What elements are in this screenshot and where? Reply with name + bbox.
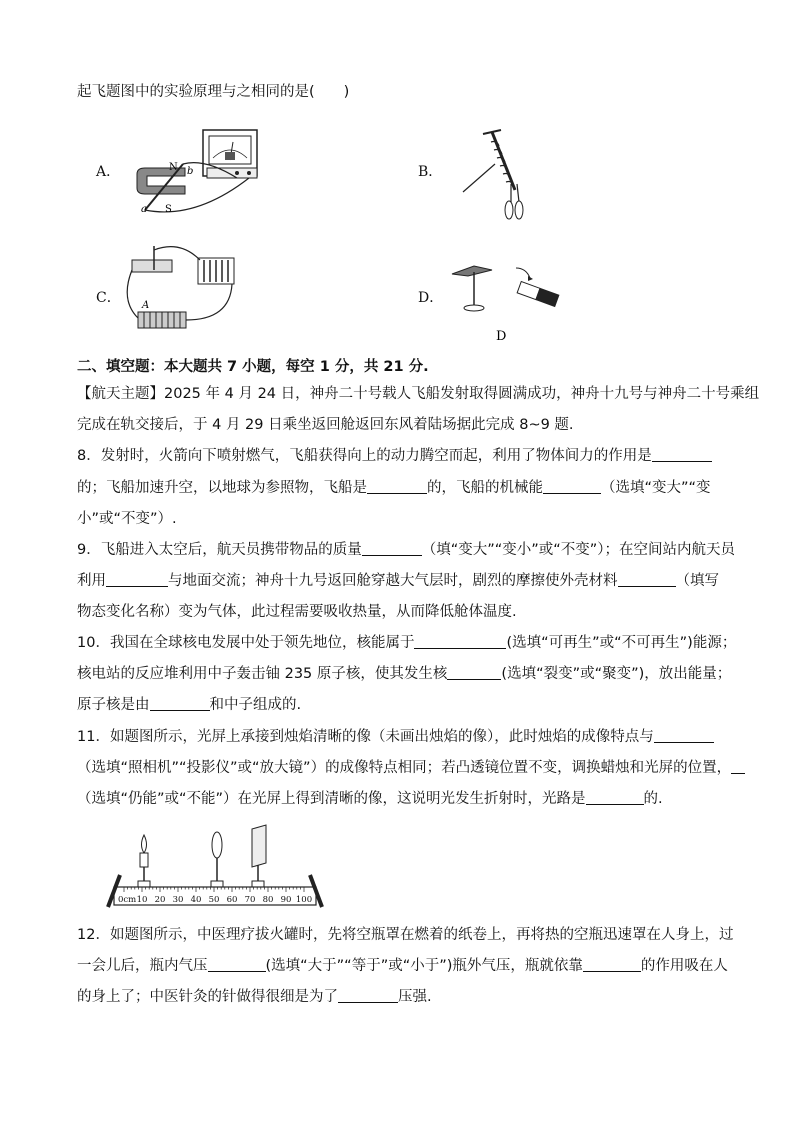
q8-blank-3[interactable] <box>543 479 601 494</box>
q11-blank-3[interactable] <box>586 790 644 805</box>
conductor-b-label: b <box>187 166 194 177</box>
q7-stem: 起飞题图中的实验原理与之相同的是( ) <box>77 84 350 100</box>
ruler-tick-label: 10 <box>136 895 148 905</box>
q9-blank-3[interactable] <box>618 572 676 587</box>
q10-line-3: 原子核是由 和中子组成的. <box>77 697 302 713</box>
ruler-tick-label: 60 <box>226 895 238 905</box>
option-b-label: B． <box>418 164 443 180</box>
q9-blank-1[interactable] <box>362 541 422 556</box>
option-a-label: A． <box>96 164 121 180</box>
q8-blank-2[interactable] <box>367 479 427 494</box>
ruler-tick-label: 50 <box>208 895 220 905</box>
ruler-tick-label: 70 <box>244 895 256 905</box>
option-b-figure <box>455 124 535 226</box>
ruler-tick-label: 40 <box>190 895 202 905</box>
q12-line-2: 一会儿后，瓶内气压 (选填“大于”“等于”或“小于”)瓶外气压，瓶就依靠 的作用吸在人 <box>77 958 728 974</box>
ruler-tick-label: 100 <box>295 895 313 905</box>
q8-line-1: 8．发射时，火箭向下喷射燃气，飞船获得向上的动力腾空而起，利用了物体间力的作用是 <box>77 446 712 466</box>
q9-line-3: 物态变化名称）变为气体，此过程需要吸收热量，从而降低舱体温度. <box>77 604 517 620</box>
q10-line-1: 10．我国在全球核电发展中处于领先地位，核能属于 (选填“可再生”或“不可再生”)能源； <box>77 635 737 651</box>
q8-line-2: 的；飞船加速升空，以地球为参照物，飞船是 的，飞船的机械能 （选填“变大”“变 <box>77 480 711 496</box>
optical-bench-figure <box>104 825 330 911</box>
magnet-s-label: S <box>165 204 172 215</box>
option-a-figure <box>125 124 265 216</box>
q11-blank-2[interactable] <box>731 759 745 774</box>
option-d-caption: D <box>496 329 507 344</box>
q10-line-2: 核电站的反应堆利用中子轰击铀 235 原子核，使其发生核 (选填“裂变”或“聚变”)，放出能量； <box>77 666 732 682</box>
q11-line-2: （选填“照相机”“投影仪”或“放大镜”）的成像特点相同；若凸透镜位置不变，调换蜡烛和光屏的位置， <box>77 758 745 778</box>
q12-line-3: 的身上了；中医针灸的针做得很细是为了 压强. <box>77 989 432 1005</box>
q9-line-1: 9．飞船进入太空后，航天员携带物品的质量 （填“变大”“变小”或“不变”）；在空间站内航天员 <box>77 542 736 558</box>
q12-blank-1[interactable] <box>208 957 266 972</box>
q11-line-3: （选填“仍能”或“不能”）在光屏上得到清晰的像，这说明光发生折射时，光路是 的. <box>77 791 663 807</box>
rheostat-a-label: A <box>142 300 150 311</box>
ruler-tick-label: 20 <box>154 895 166 905</box>
magnet-n-label: N <box>169 162 178 173</box>
conductor-a-label: a <box>141 204 147 215</box>
ruler-tick-label: 0cm <box>118 895 137 905</box>
q8-line-3: 小”或“不变”）. <box>77 511 177 527</box>
option-d-figure <box>448 260 566 342</box>
q11-line-1: 11．如题图所示，光屏上承接到烛焰清晰的像（未画出烛焰的像），此时烛焰的成像特点与 <box>77 727 714 747</box>
q9-blank-2[interactable] <box>106 572 168 587</box>
section-intro-1: 【航天主题】2025 年 4 月 24 日，神舟二十号载人飞船发射取得圆满成功，神舟十九号与神舟二十号乘组 <box>77 386 760 402</box>
q9-line-2: 利用 与地面交流；神舟十九号返回舱穿越大气层时，剧烈的摩擦使外壳材料 （填写 <box>77 573 719 589</box>
ruler-tick-label: 80 <box>262 895 274 905</box>
option-c-figure <box>120 240 240 338</box>
q12-blank-2[interactable] <box>583 957 641 972</box>
q12-line-1: 12．如题图所示，中医理疗拔火罐时，先将空瓶罩在燃着的纸卷上，再将热的空瓶迅速罩在人身上，过 <box>77 927 734 943</box>
q10-blank-1[interactable] <box>414 634 506 649</box>
q11-blank-1[interactable] <box>654 728 714 743</box>
q8-blank-1[interactable] <box>652 447 712 462</box>
q10-blank-2[interactable] <box>447 665 501 680</box>
ruler-tick-label: 90 <box>280 895 292 905</box>
ruler-tick-label: 30 <box>172 895 184 905</box>
q10-blank-3[interactable] <box>150 696 210 711</box>
section-intro-2: 完成在轨交接后，于 4 月 29 日乘坐返回舱返回东风着陆场据此完成 8~9 题. <box>77 417 574 433</box>
section-heading: 二、填空题：本大题共 7 小题，每空 1 分，共 21 分. <box>77 359 429 375</box>
q12-blank-3[interactable] <box>338 988 398 1003</box>
option-d-label: D． <box>418 290 444 306</box>
option-c-label: C． <box>96 290 121 306</box>
